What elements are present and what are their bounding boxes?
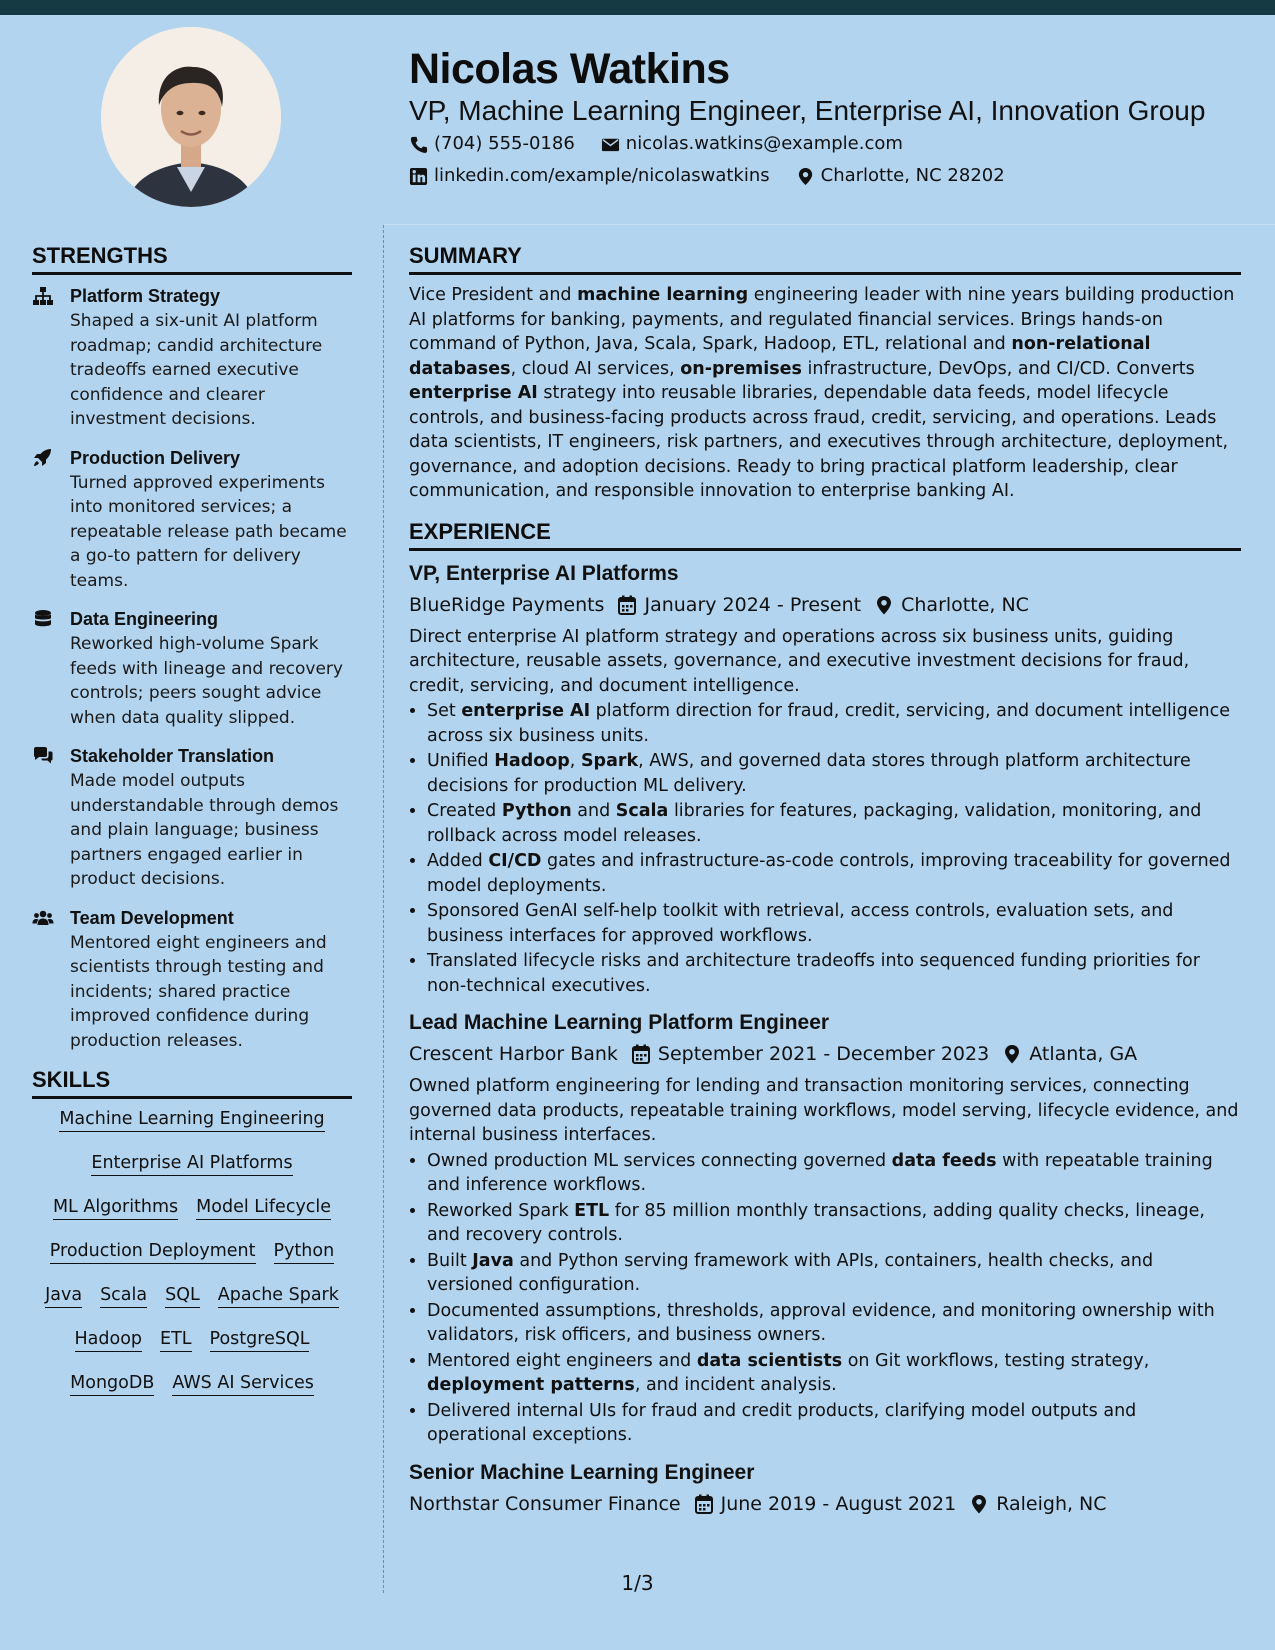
job-description: Direct enterprise AI platform strategy and operations across six business units, guiding architecture, reusable assets, governance, and executive investment decisions for fraud, credit, servicing, and document intelligence.: [409, 626, 1190, 696]
summary-heading: SUMMARY: [409, 242, 1241, 275]
skill-row: [32, 1107, 352, 1132]
job-bullet: • Unified Hadoop, Spark, AWS, and governed data stores through platform architecture decisions for production ML delivery.: [427, 749, 1241, 798]
skill-tag: Enterprise AI Platforms: [91, 1151, 292, 1176]
skill-tag: Apache Spark: [218, 1283, 339, 1308]
skill-tag: SQL: [165, 1283, 200, 1308]
job-entry: [409, 1458, 1241, 1520]
job-company: Crescent Harbor Bank: [409, 1043, 618, 1065]
experience-heading: EXPERIENCE: [409, 518, 1241, 551]
top-bar: [0, 0, 1275, 15]
job-bullet: • Mentored eight engineers and data scientists on Git workflows, testing strategy, deployment patterns, and incident analysis.: [427, 1349, 1241, 1398]
job-meta: [409, 1488, 1241, 1520]
summary-text: Vice President and machine learning engineering leader with nine years building production AI platforms for banking, payments, and regulated financial services. Brings hands-on command of Python, Java, Scala, Spark, Hadoop, ETL, relational and non-relational databases, cloud AI services, on-premises infrastructure, DevOps, and CI/CD. Converts enterprise AI strategy into reusable libraries, dependable data feeds, model lifecycle controls, and business-facing products across fraud, credit, servicing, and operations. Leads data scientists, IT engineers, risk partners, and executives through architecture, deployment, governance, and adoption decisions. Ready to bring practical platform leadership, clear communication, and responsible innovation to enterprise banking AI.: [409, 285, 1235, 501]
job-bullets: [409, 699, 1241, 998]
experience-list: [409, 559, 1241, 1520]
strength-text: Reworked high-volume Spark feeds with lineage and recovery controls; peers sought advice when data quality slipped.: [70, 634, 343, 728]
skill-tag: Machine Learning Engineering: [59, 1107, 324, 1132]
skill-row: [32, 1327, 352, 1352]
location-text: Charlotte, NC 28202: [820, 165, 1005, 186]
envelope-icon: [601, 135, 620, 154]
database-icon: [32, 606, 60, 730]
candidate-name: Nicolas Watkins: [409, 45, 730, 93]
linkedin-link[interactable]: linkedin.com/example/nicolaswatkins: [434, 165, 770, 186]
profile-photo: [101, 27, 281, 207]
map-pin-icon: [796, 167, 815, 186]
strengths-heading: STRENGTHS: [32, 242, 352, 275]
users-icon: [32, 905, 60, 1054]
job-bullet: • Added CI/CD gates and infrastructure-as-code controls, improving traceability for governed model deployments.: [427, 849, 1241, 898]
job-role: Lead Machine Learning Platform Engineer: [409, 1011, 830, 1034]
sitemap-icon: [32, 283, 60, 432]
candidate-title: VP, Machine Learning Engineer, Enterprise AI, Innovation Group: [409, 95, 1206, 126]
job-dates: January 2024 - Present: [618, 589, 861, 621]
strength-item: [32, 283, 352, 432]
job-dates: September 2021 - December 2023: [632, 1038, 989, 1070]
phone-icon: [409, 135, 428, 154]
job-company: Northstar Consumer Finance: [409, 1492, 681, 1515]
job-bullet: • Documented assumptions, thresholds, approval evidence, and monitoring ownership with validators, risk officers, and business owners.: [427, 1299, 1241, 1348]
strength-title: Platform Strategy: [70, 286, 221, 306]
skill-tag: ML Algorithms: [53, 1195, 178, 1220]
strength-text: Made model outputs understandable through demos and plain language; business partners engaged earlier in product decisions.: [70, 771, 339, 889]
left-column: [32, 242, 352, 1415]
strength-item: [32, 905, 352, 1054]
strength-item: [32, 445, 352, 594]
skill-row: [32, 1151, 352, 1176]
job-entry: [409, 559, 1241, 999]
rocket-icon: [32, 445, 60, 594]
skill-row: [32, 1371, 352, 1396]
email-link[interactable]: nicolas.watkins@example.com: [625, 133, 903, 154]
strength-title: Data Engineering: [70, 609, 219, 629]
job-bullets: [409, 1149, 1241, 1448]
job-bullet: • Sponsored GenAI self-help toolkit with retrieval, access controls, evaluation sets, and business interfaces for approved workflows.: [427, 899, 1241, 948]
job-bullet: • Translated lifecycle risks and architecture tradeoffs into sequenced funding priorities for non-technical executives.: [427, 949, 1241, 998]
page-number: 1/3: [621, 1571, 654, 1595]
right-column: [409, 242, 1241, 1526]
portrait-illustration: [101, 27, 281, 207]
calendar-icon: [695, 1494, 713, 1514]
email-item: [601, 128, 903, 160]
resume-header: [409, 42, 1259, 192]
strength-body: [70, 905, 352, 1054]
skill-tag: Hadoop: [75, 1327, 143, 1352]
strength-body: [70, 606, 352, 730]
map-pin-icon: [875, 595, 893, 615]
contact-row-2: [409, 160, 1259, 192]
skill-tag: ETL: [160, 1327, 192, 1352]
job-role: VP, Enterprise AI Platforms: [409, 561, 679, 585]
map-pin-icon: [1003, 1044, 1021, 1064]
strength-text: Mentored eight engineers and scientists through testing and incidents; shared practice improved confidence during production releases.: [70, 932, 327, 1051]
skills-list: [32, 1107, 352, 1396]
strength-body: [70, 743, 352, 892]
skill-tag: Model Lifecycle: [196, 1195, 331, 1220]
strength-item: [32, 743, 352, 892]
job-bullet: • Built Java and Python serving framework with APIs, containers, health checks, and versioned configuration.: [427, 1249, 1241, 1298]
calendar-icon: [618, 595, 636, 615]
phone-item: [409, 128, 575, 160]
linkedin-item: [409, 160, 770, 192]
strength-title: Stakeholder Translation: [70, 746, 275, 766]
strength-body: [70, 445, 352, 594]
skill-tag: Scala: [100, 1283, 147, 1308]
skill-row: [32, 1283, 352, 1308]
contact-row-1: [409, 128, 1259, 160]
job-bullet: • Delivered internal UIs for fraud and credit products, clarifying model outputs and operational exceptions.: [427, 1399, 1241, 1448]
job-meta: [409, 589, 1241, 621]
map-pin-icon: [970, 1494, 988, 1514]
location-item: [796, 160, 1005, 192]
column-divider: [383, 225, 384, 1593]
job-company: BlueRidge Payments: [409, 593, 605, 616]
strength-title: Production Delivery: [70, 447, 241, 468]
job-entry: [409, 1008, 1241, 1448]
job-meta: [409, 1038, 1241, 1070]
job-bullet: • Created Python and Scala libraries for features, packaging, validation, monitoring, and rollback across model releases.: [427, 799, 1241, 848]
job-location: Charlotte, NC: [875, 589, 1029, 621]
strengths-list: [32, 283, 352, 1053]
skill-tag: PostgreSQL: [210, 1327, 310, 1352]
linkedin-icon: [409, 167, 428, 186]
calendar-icon: [632, 1044, 650, 1064]
skill-tag: Production Deployment: [50, 1239, 256, 1264]
strength-title: Team Development: [70, 907, 234, 928]
job-role: Senior Machine Learning Engineer: [409, 1460, 755, 1484]
job-description: Owned platform engineering for lending and transaction monitoring services, connecting governed data products, repeatable training workflows, model serving, lifecycle evidence, and internal business interfaces.: [409, 1076, 1239, 1145]
skill-row: [32, 1195, 352, 1220]
job-location: Atlanta, GA: [1003, 1038, 1137, 1070]
phone-text: (704) 555-0186: [434, 133, 575, 154]
skill-tag: MongoDB: [70, 1371, 154, 1396]
skill-tag: AWS AI Services: [172, 1371, 313, 1396]
strength-text: Turned approved experiments into monitored services; a repeatable release path became a go-to pattern for delivery teams.: [70, 472, 347, 591]
header-divider: [384, 224, 1275, 225]
comments-icon: [32, 743, 60, 892]
strength-text: Shaped a six-unit AI platform roadmap; candid architecture tradeoffs earned executive confidence and clearer investment decisions.: [70, 311, 323, 429]
skill-tag: Java: [45, 1283, 82, 1308]
job-dates: June 2019 - August 2021: [695, 1488, 957, 1520]
job-bullet: • Set enterprise AI platform direction for fraud, credit, servicing, and document intelligence across six business units.: [427, 699, 1241, 748]
job-bullet: • Owned production ML services connecting governed data feeds with repeatable training and inference workflows.: [427, 1149, 1241, 1198]
job-bullet: • Reworked Spark ETL for 85 million monthly transactions, adding quality checks, lineage, and recovery controls.: [427, 1199, 1241, 1248]
job-location: Raleigh, NC: [970, 1488, 1106, 1520]
skill-row: [32, 1239, 352, 1264]
strength-body: [70, 283, 352, 432]
strength-item: [32, 606, 352, 730]
skill-tag: Python: [274, 1239, 335, 1264]
skills-heading: SKILLS: [32, 1066, 352, 1099]
